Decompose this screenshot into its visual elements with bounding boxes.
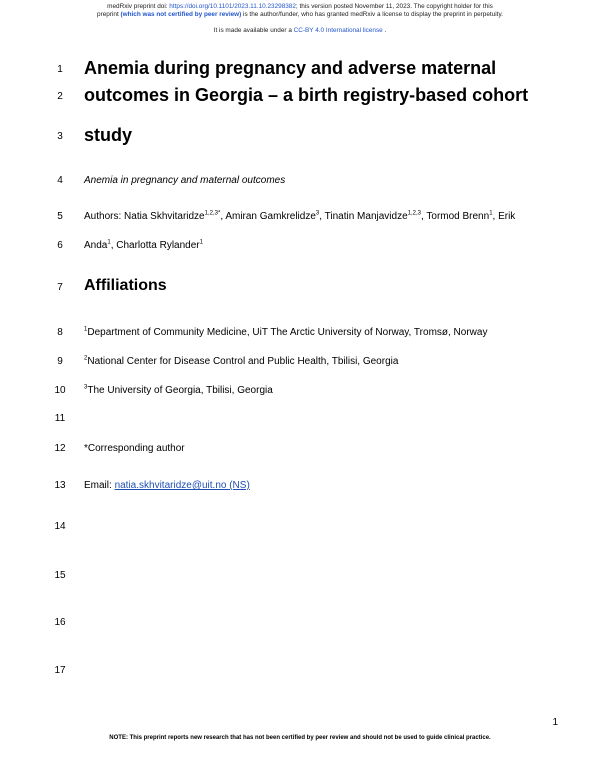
author-name: , Amiran Gamkrelidze — [220, 211, 316, 222]
header-text: . — [382, 27, 387, 34]
line-number: 3 — [57, 131, 63, 142]
line-number: 11 — [54, 413, 66, 424]
paper-title-line-3: study — [84, 125, 133, 145]
author-name: , Erik — [492, 211, 516, 222]
affiliation-text: National Center for Disease Control and Public Health, Tbilisi, Georgia — [87, 356, 399, 367]
line-number: 4 — [57, 175, 63, 186]
header-text: medRxiv preprint doi: — [107, 3, 170, 10]
email-link[interactable]: natia.skhvitaridze@uit.no (NS) — [114, 480, 250, 491]
preprint-header-line-3 — [0, 27, 600, 34]
authors-label: Authors: — [84, 211, 125, 222]
line-number: 12 — [54, 443, 66, 454]
authors-line-1 — [84, 211, 515, 222]
affiliation-text: The University of Georgia, Tbilisi, Georgia — [87, 385, 273, 396]
email-label: Email: — [84, 480, 115, 491]
corresponding-author: *Corresponding author — [84, 443, 185, 454]
line-number: 13 — [54, 480, 66, 491]
author-superscript: 1,2,3 — [407, 210, 421, 217]
authors-line-2 — [84, 240, 203, 251]
affiliations-heading: Affiliations — [84, 277, 167, 294]
affiliation-item — [84, 327, 487, 338]
author-name: Natia Skhvitaridze — [124, 211, 205, 222]
author-superscript: 1 — [489, 210, 493, 217]
line-number: 17 — [54, 665, 66, 676]
line-number: 9 — [57, 356, 63, 367]
author-name: , Tinatin Manjavidze — [319, 211, 408, 222]
line-number: 16 — [54, 617, 66, 628]
line-number: 14 — [54, 521, 66, 532]
header-text: is the author/funder, who has granted medRxiv a license to display the preprint in perpetuity. — [241, 11, 503, 18]
affiliation-text: Department of Community Medicine, UiT The Arctic University of Norway, Tromsø, Norway — [87, 327, 488, 338]
doi-link[interactable]: https://doi.org/10.1101/2023.11.10.23298382 — [169, 3, 296, 10]
affiliation-superscript: 3 — [84, 384, 88, 391]
author-superscript: 1,2,3* — [204, 210, 221, 217]
affiliation-superscript: 1 — [84, 326, 88, 333]
header-text: ; this version posted November 11, 2023. The copyright holder for this — [295, 3, 493, 10]
author-superscript: 3 — [315, 210, 320, 217]
header-text: It is made available under a — [213, 27, 294, 34]
running-title: Anemia in pregnancy and maternal outcomes — [84, 175, 286, 186]
preprint-header-line-2 — [0, 11, 600, 18]
preprint-header-line-1 — [0, 3, 600, 10]
line-number: 8 — [57, 327, 63, 338]
line-number: 5 — [57, 211, 63, 222]
author-name: Anda — [84, 240, 108, 251]
email-line — [84, 480, 250, 491]
line-number: 10 — [54, 385, 66, 396]
line-number: 1 — [57, 64, 63, 75]
author-superscript: 1 — [199, 239, 203, 246]
line-number: 2 — [57, 91, 63, 102]
author-name: , Charlotta Rylander — [110, 240, 200, 251]
author-name: , Tormod Brenn — [421, 211, 490, 222]
peer-review-notice: (which was not certified by peer review) — [120, 11, 242, 18]
line-number: 7 — [57, 282, 63, 293]
page-number: 1 — [552, 717, 558, 728]
affiliation-superscript: 2 — [84, 355, 88, 362]
line-number: 15 — [54, 570, 66, 581]
footer-note: NOTE: This preprint reports new research that has not been certified by peer review and should not be used to guide clinical practice. — [109, 735, 491, 741]
affiliation-item — [84, 385, 273, 396]
paper-title-line-1: Anemia during pregnancy and adverse maternal — [84, 58, 497, 78]
paper-title-line-2: outcomes in Georgia – a birth registry-based cohort — [84, 85, 529, 105]
line-number: 6 — [57, 240, 63, 251]
license-link[interactable]: CC-BY 4.0 International license — [293, 27, 383, 34]
header-text: preprint — [97, 11, 121, 18]
affiliation-item — [84, 356, 398, 367]
author-superscript: 1 — [107, 239, 111, 246]
